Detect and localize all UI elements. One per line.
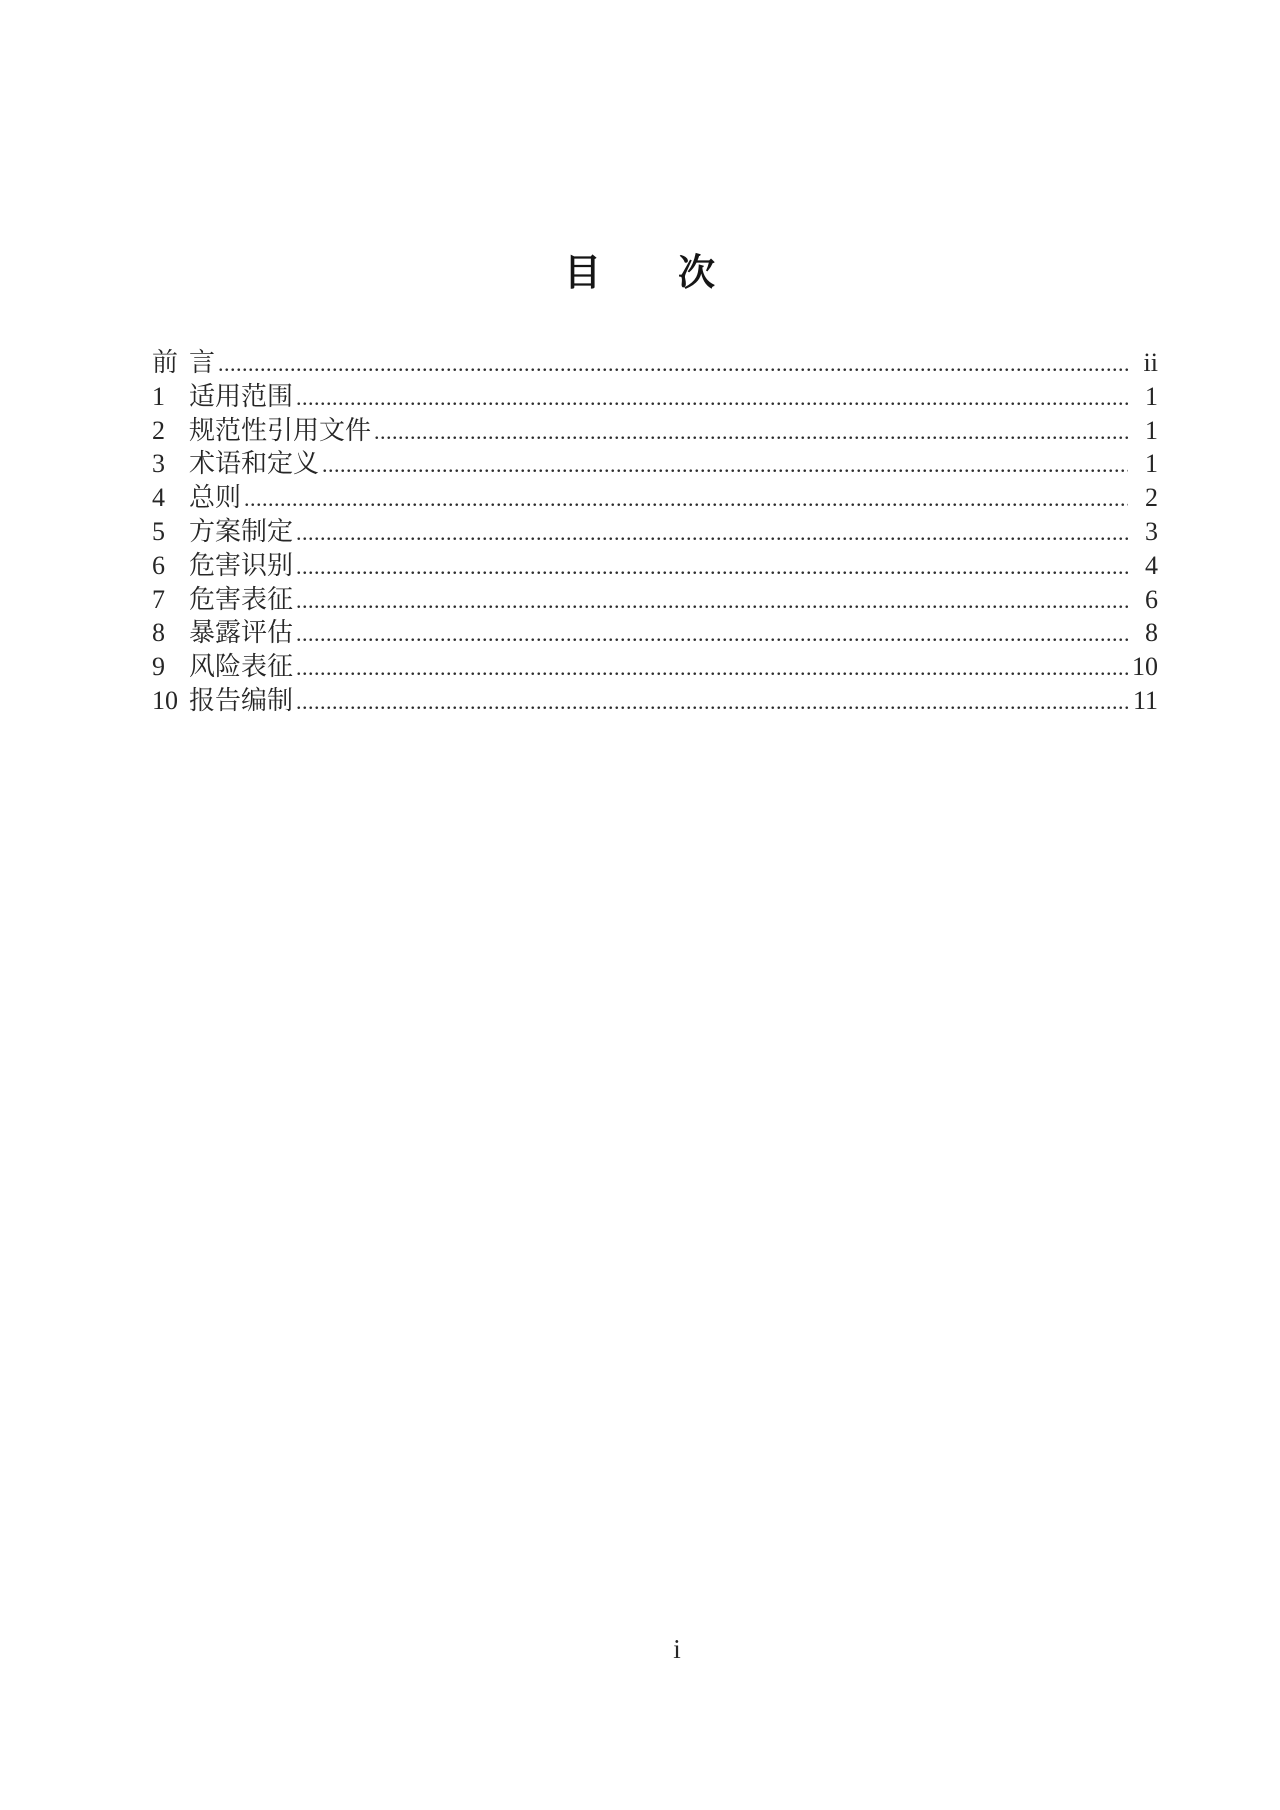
toc-leader-dots bbox=[296, 381, 1128, 415]
table-of-contents bbox=[152, 346, 1158, 718]
toc-entry bbox=[152, 346, 1158, 380]
toc-entry-title: 言 bbox=[189, 348, 216, 377]
toc-entry-title: 总则 bbox=[189, 483, 242, 513]
toc-entry-title: 暴露评估 bbox=[189, 618, 294, 648]
toc-entry-title: 风险表征 bbox=[189, 652, 294, 682]
toc-leader-dots bbox=[296, 516, 1128, 550]
toc-entry-number: 9 bbox=[152, 652, 165, 682]
footer-page-number: i bbox=[673, 1634, 681, 1664]
toc-entry-number: 2 bbox=[152, 415, 165, 445]
toc-entry-title: 术语和定义 bbox=[189, 449, 320, 479]
toc-entry-number: 1 bbox=[152, 381, 165, 411]
toc-entry-number: 前 bbox=[152, 348, 179, 377]
toc-entry-title: 报告编制 bbox=[189, 685, 294, 715]
toc-entry-page: 11 bbox=[1132, 685, 1158, 715]
toc-entry-number: 3 bbox=[152, 449, 165, 479]
toc-entry-page: 4 bbox=[1145, 550, 1158, 580]
toc-entry bbox=[152, 447, 1158, 481]
toc-entry-page: 1 bbox=[1145, 449, 1158, 479]
toc-entry bbox=[152, 515, 1158, 549]
toc-entry-title: 危害表征 bbox=[189, 584, 294, 614]
toc-entry-page: ii bbox=[1143, 348, 1158, 377]
toc-entry-page: 2 bbox=[1145, 483, 1158, 513]
toc-entry bbox=[152, 616, 1158, 650]
toc-entry-page: 10 bbox=[1132, 652, 1158, 682]
toc-entry-number: 4 bbox=[152, 483, 165, 513]
toc-entry-title: 方案制定 bbox=[189, 516, 294, 546]
toc-leader-dots bbox=[218, 347, 1128, 381]
toc-entry-number: 8 bbox=[152, 618, 165, 648]
toc-leader-dots bbox=[322, 448, 1128, 482]
toc-entry bbox=[152, 380, 1158, 414]
toc-leader-dots bbox=[374, 415, 1128, 449]
toc-entry-number: 7 bbox=[152, 584, 165, 614]
toc-leader-dots bbox=[296, 685, 1128, 719]
toc-leader-dots bbox=[296, 651, 1128, 685]
toc-leader-dots bbox=[244, 482, 1128, 516]
toc-entry bbox=[152, 650, 1158, 684]
page-title: 目 次 bbox=[564, 252, 716, 293]
toc-entry-page: 1 bbox=[1145, 381, 1158, 411]
toc-entry-number: 10 bbox=[152, 685, 178, 715]
toc-entry bbox=[152, 481, 1158, 515]
toc-entry bbox=[152, 684, 1158, 718]
toc-entry-title: 规范性引用文件 bbox=[189, 415, 372, 445]
toc-entry-number: 6 bbox=[152, 550, 165, 580]
toc-entry bbox=[152, 414, 1158, 448]
toc-leader-dots bbox=[296, 617, 1128, 651]
toc-leader-dots bbox=[296, 550, 1128, 584]
toc-entry bbox=[152, 549, 1158, 583]
toc-entry-page: 6 bbox=[1145, 584, 1158, 614]
toc-entry-number: 5 bbox=[152, 516, 165, 546]
toc-entry-page: 1 bbox=[1145, 415, 1158, 445]
toc-entry-title: 适用范围 bbox=[189, 381, 294, 411]
toc-entry-page: 8 bbox=[1145, 618, 1158, 648]
toc-entry-page: 3 bbox=[1145, 516, 1158, 546]
toc-entry bbox=[152, 583, 1158, 617]
toc-leader-dots bbox=[296, 584, 1128, 618]
toc-entry-title: 危害识别 bbox=[189, 550, 294, 580]
